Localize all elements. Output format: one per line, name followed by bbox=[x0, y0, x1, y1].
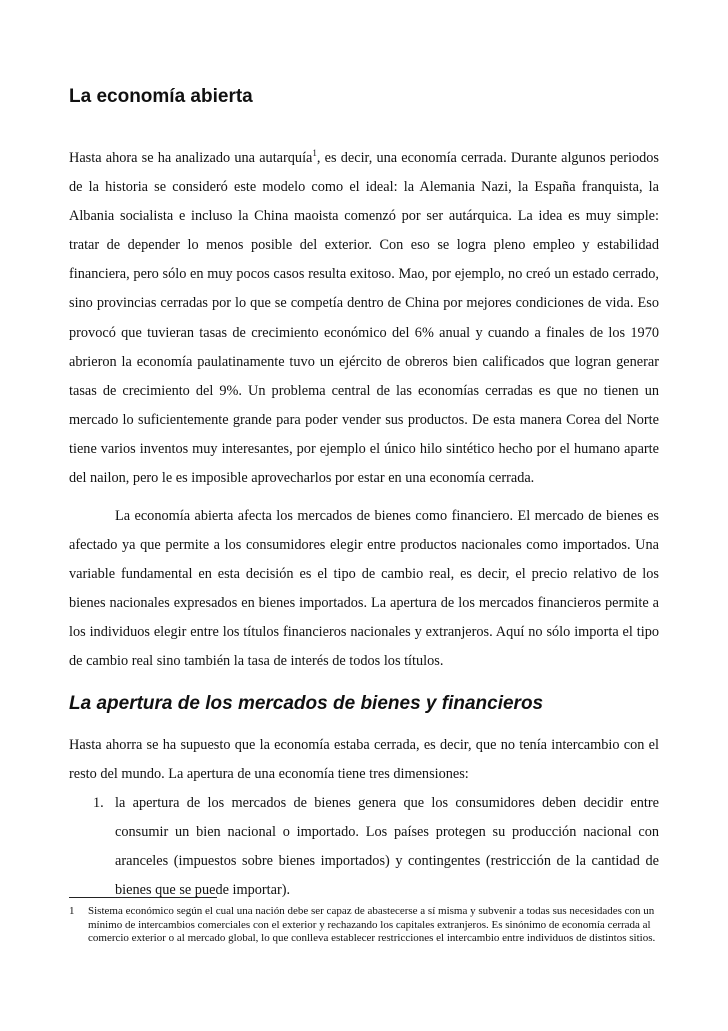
section-heading-economia-abierta: La economía abierta bbox=[69, 86, 253, 107]
list-item-number: 1. bbox=[93, 795, 104, 811]
list-item bbox=[93, 789, 659, 905]
paragraph-mercados: La economía abierta afecta los mercados de bienes como financiero. El mercado de bienes es afectado ya que permite a los consumidores elegir entre productos nacionales como importados. Una variable fundamental en esta decisión es el tipo de cambio real, es decir, el precio relativo de los bienes nacionales expresados en bienes importados. La apertura de los mercados financieros permite a los individuos elegir entre los títulos financieros nacionales y extranjeros. Aquí no sólo importa el tipo de cambio real sino también la tasa de interés de todos los títulos. bbox=[69, 508, 659, 670]
paragraph-autarquia-text-start: Hasta ahora se ha analizado una autarquía bbox=[69, 150, 313, 166]
paragraph-autarquia bbox=[69, 144, 659, 493]
section-heading-apertura: La apertura de los mercados de bienes y financieros bbox=[69, 693, 544, 714]
footnote-divider bbox=[69, 897, 217, 898]
footnote-reference[interactable]: 1 bbox=[312, 148, 317, 159]
footnote-number: 1 bbox=[69, 905, 75, 917]
paragraph-dimensiones: Hasta ahorra se ha supuesto que la economía estaba cerrada, es decir, que no tenía intercambio con el resto del mundo. La apertura de una economía tiene tres dimensiones: bbox=[69, 737, 659, 783]
paragraph-autarquia-text-end: , es decir, una economía cerrada. Durante algunos periodos de la historia se consideró este modelo como el ideal: la Alemania Nazi, la España franquista, la Albania socialista e incluso la China maoista comenzó por ser autárquica. La idea es muy simple: tratar de depender lo menos posible del exterior. Con eso se logra pleno empleo y estabilidad financiera, pero sólo en muy pocos casos resulta exitoso. Mao, por ejemplo, no creó un estado cerrado, sino provincias cerradas por lo que se competía dentro de China por mejores condiciones de vida. Eso provocó que tuvieran tasas de crecimiento económico del 6% anual y cuando a finales de los 1970 abrieron la economía paulatinamente tuvo un ejército de obreros bien calificados que logran generar tasas de crecimiento del 9%. Un problema central de las economías cerradas es que no tienen un mercado lo suficientemente grande para poder vender sus productos. De esta manera Corea del Norte tiene varios inventos muy interesantes, por ejemplo el único hilo sintético hecho por el humano aparte del nailon, pero le es imposible aprovecharlos por estar en una economía cerrada. bbox=[69, 150, 659, 487]
footnote-text: Sistema económico según el cual una nación debe ser capaz de abastecerse a sí misma y subvenir a todas sus necesidades con un mínimo de intercambios comerciales con el exterior y rechazando los capitales extranjeros. Es sinónimo de economía cerrada al comercio exterior o al mercado global, lo que conlleva establecer restricciones el intercambio entre individuos de distintos sitios. bbox=[88, 905, 656, 944]
footnote bbox=[69, 905, 659, 946]
list-item-text: la apertura de los mercados de bienes genera que los consumidores deben decidir entre consumir un bien nacional o importado. Los países protegen su producción nacional con aranceles (impuestos sobre bienes importados) y contingentes (restricción de la cantidad de bienes que se puede importar). bbox=[115, 795, 659, 899]
